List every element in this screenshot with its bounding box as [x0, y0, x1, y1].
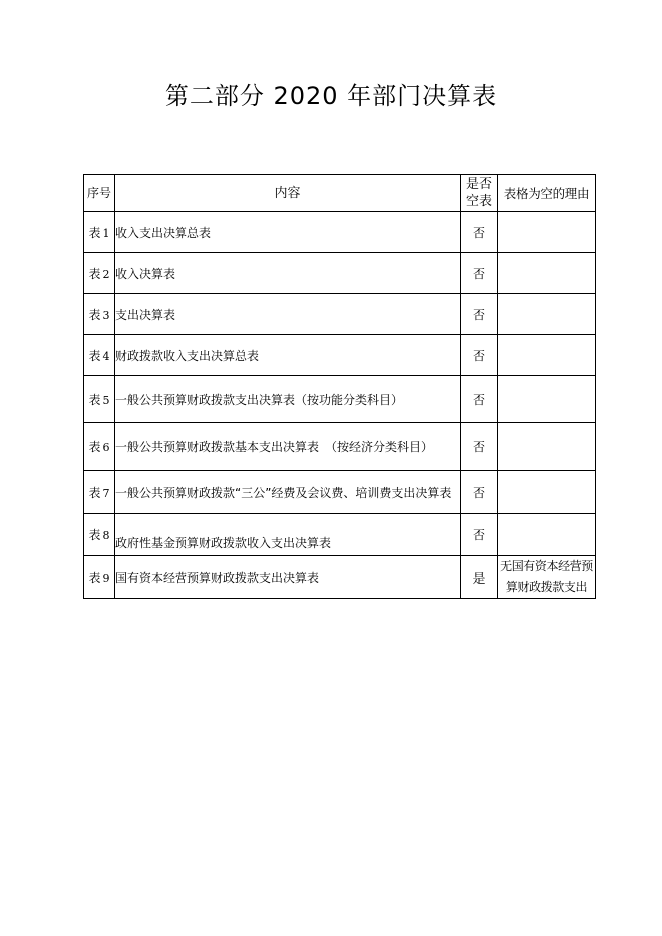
- row-reason: [498, 212, 596, 253]
- row-content: 收入决算表: [115, 253, 461, 294]
- seq-number: 6: [102, 441, 110, 454]
- row-seq: [84, 253, 115, 294]
- row-content: 一般公共预算财政拨款“三公”经费及会议费、培训费支出决算表: [115, 471, 461, 514]
- seq-number: 9: [102, 571, 110, 585]
- row-reason: 无国有资本经营预算财政拨款支出: [498, 556, 596, 599]
- row-reason: [498, 423, 596, 471]
- seq-label: 表: [88, 528, 101, 542]
- header-empty: 是否空表: [461, 175, 498, 212]
- table-row: [84, 556, 596, 599]
- seq-label: 表: [88, 225, 101, 240]
- row-seq: [84, 212, 115, 253]
- seq-number: 7: [102, 486, 110, 500]
- table-row: [84, 294, 596, 335]
- seq-label: 表: [88, 348, 101, 363]
- row-seq: [84, 294, 115, 335]
- row-reason: [498, 471, 596, 514]
- report-list-table: [83, 174, 596, 599]
- table-row: [84, 471, 596, 514]
- row-reason: [498, 335, 596, 376]
- row-empty-flag: 否: [461, 376, 498, 423]
- seq-label: 表: [88, 485, 101, 500]
- seq-number: 5: [102, 393, 110, 407]
- row-content: 支出决算表: [115, 294, 461, 335]
- row-content: 政府性基金预算财政拨款收入支出决算表: [115, 514, 461, 556]
- row-seq: [84, 335, 115, 376]
- table-row: [84, 253, 596, 294]
- row-empty-flag: 否: [461, 471, 498, 514]
- seq-number: 8: [102, 529, 110, 542]
- row-content: 一般公共预算财政拨款基本支出决算表 （按经济分类科目）: [115, 423, 461, 471]
- row-content: 国有资本经营预算财政拨款支出决算表: [115, 556, 461, 599]
- seq-label: 表: [88, 440, 101, 454]
- seq-label: 表: [88, 392, 101, 407]
- table-row: [84, 335, 596, 376]
- row-reason: [498, 514, 596, 556]
- row-seq: [84, 514, 115, 556]
- row-reason: [498, 294, 596, 335]
- row-reason: [498, 253, 596, 294]
- header-content: 内容: [115, 175, 461, 212]
- row-empty-flag: 否: [461, 294, 498, 335]
- table-row: [84, 376, 596, 423]
- row-empty-flag: 否: [461, 335, 498, 376]
- seq-number: 1: [102, 226, 110, 240]
- row-empty-flag: 否: [461, 423, 498, 471]
- table-row: [84, 212, 596, 253]
- row-empty-flag: 否: [461, 253, 498, 294]
- row-reason: [498, 376, 596, 423]
- row-content: 收入支出决算总表: [115, 212, 461, 253]
- table-header-row: [84, 175, 596, 212]
- row-empty-flag: 否: [461, 514, 498, 556]
- seq-number: 3: [102, 308, 110, 322]
- seq-label: 表: [88, 307, 101, 322]
- seq-number: 4: [102, 349, 110, 363]
- table-row: [84, 514, 596, 556]
- header-reason: 表格为空的理由: [498, 175, 596, 212]
- page-title: 第二部分 2020 年部门决算表: [164, 82, 498, 110]
- row-content: 财政拨款收入支出决算总表: [115, 335, 461, 376]
- row-empty-flag: 是: [461, 556, 498, 599]
- row-seq: [84, 423, 115, 471]
- seq-number: 2: [102, 267, 110, 281]
- header-seq: 序号: [84, 175, 115, 212]
- seq-label: 表: [88, 266, 101, 281]
- row-seq: [84, 471, 115, 514]
- row-empty-flag: 否: [461, 212, 498, 253]
- row-content: 一般公共预算财政拨款支出决算表（按功能分类科目）: [115, 376, 461, 423]
- row-seq: [84, 376, 115, 423]
- seq-label: 表: [88, 570, 101, 585]
- row-seq: [84, 556, 115, 599]
- table-row: [84, 423, 596, 471]
